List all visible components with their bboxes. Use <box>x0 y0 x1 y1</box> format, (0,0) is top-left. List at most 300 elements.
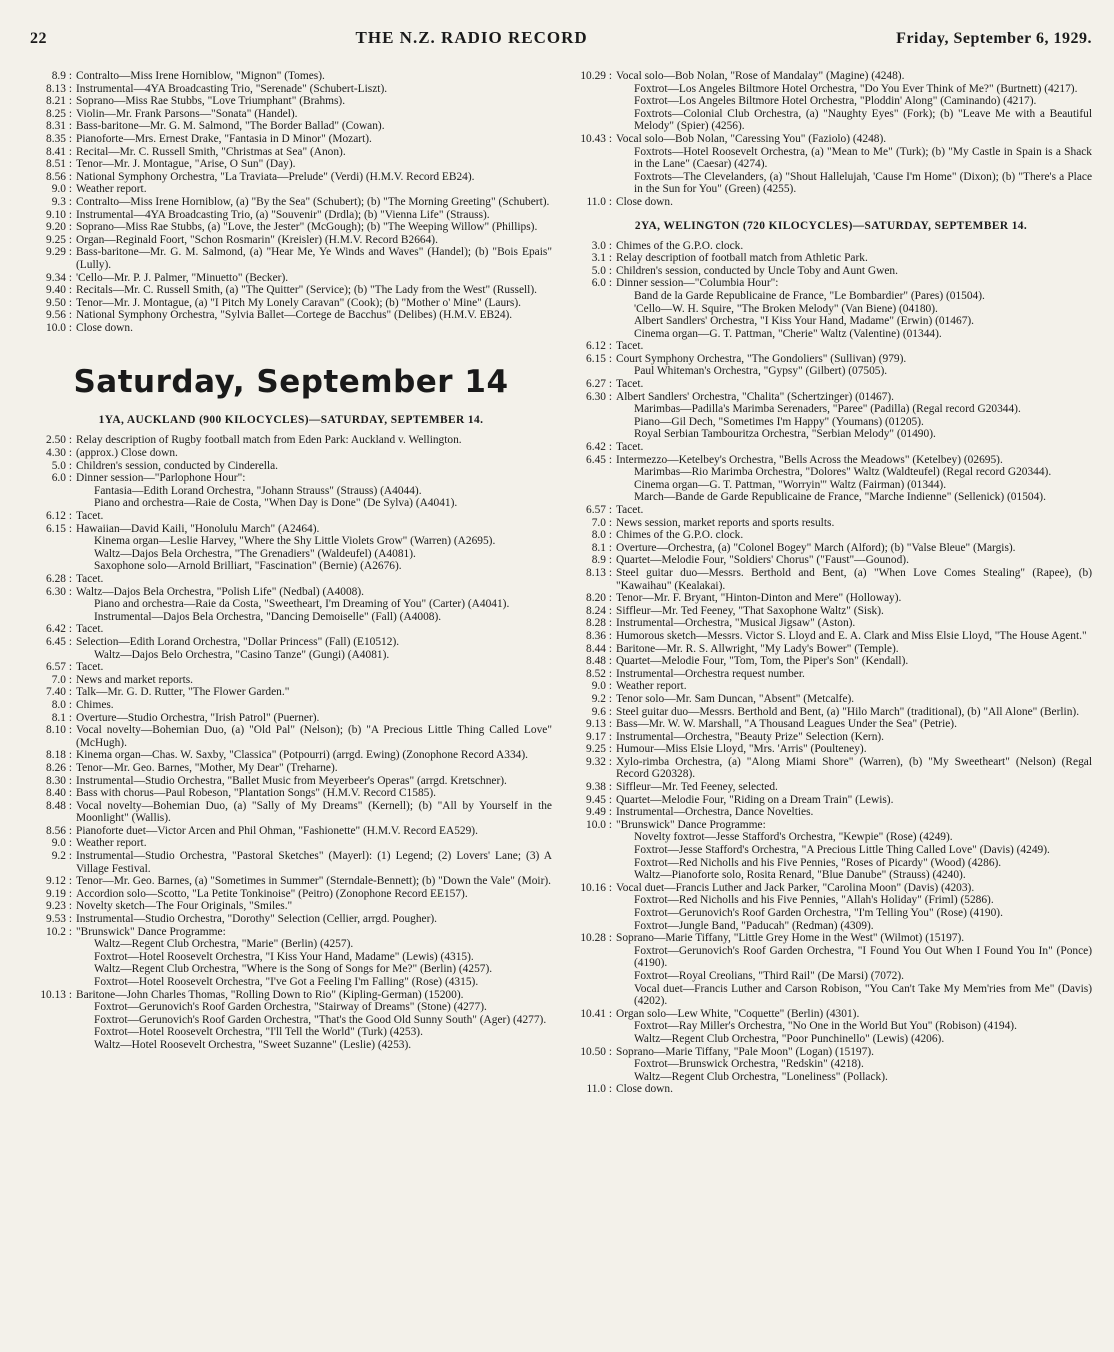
programme-entry <box>570 542 1092 555</box>
wellington-heading: 2YA, WELINGTON (720 KILOCYCLES)—SATURDAY, SEPTEMBER 14. <box>634 219 1028 232</box>
programme-entry <box>30 787 552 800</box>
entry-text <box>616 932 1092 1008</box>
programme-entry <box>30 850 552 875</box>
entry-text <box>76 460 552 473</box>
entry-time: 6.12 : <box>46 510 72 523</box>
entry-time: 6.28 : <box>46 573 72 585</box>
entry-time: 3.1 : <box>591 252 612 265</box>
entry-line: Vocal solo—Bob Nolan, "Caressing You" (Faziolo) (4248). <box>616 132 887 145</box>
entry-text <box>76 209 552 222</box>
entry-text <box>76 120 552 133</box>
entry-text <box>76 434 552 447</box>
day-banner: Saturday, September 14 <box>73 364 509 401</box>
programme-entry <box>570 240 1092 253</box>
entry-line: Foxtrots—Colonial Club Orchestra, (a) "Naughty Eyes" (Fork); (b) "Leave Me with a Beautiful Melody" (Spier) (4256). <box>634 107 1092 133</box>
entry-line: Chimes of the G.P.O. clock. <box>616 239 744 252</box>
entry-time: 10.0 : <box>586 818 612 831</box>
entry-line: Novelty sketch—The Four Originals, "Smiles." <box>76 900 293 913</box>
programme-entry <box>30 472 552 510</box>
entry-text <box>76 297 552 310</box>
entry-line: Tacet. <box>76 661 104 674</box>
programme-entry <box>30 586 552 624</box>
entry-time: 7.40 : <box>46 686 72 699</box>
entry-line: Bass—Mr. W. W. Marshall, "A Thousand Leagues Under the Sea" (Petrie). <box>616 718 957 731</box>
programme-entry <box>570 1083 1092 1096</box>
entry-line: Chimes. <box>76 698 114 711</box>
programme-entry <box>570 756 1092 781</box>
entry-time: 5.0 : <box>591 264 612 277</box>
entry-time: 9.50 : <box>46 296 72 309</box>
entry-time: 6.15 : <box>46 522 72 535</box>
entry-line: Pianoforte—Mrs. Ernest Drake, "Fantasia in D Minor" (Mozart). <box>76 132 372 145</box>
entry-text <box>616 252 1092 265</box>
entry-line: Quartet—Melodie Four, "Tom, Tom, the Piper's Son" (Kendall). <box>616 655 909 668</box>
entry-text <box>616 731 1092 744</box>
entry-text <box>76 309 552 322</box>
entry-line: Foxtrot—Hotel Roosevelt Orchestra, "I'll Tell the World" (Turk) (4253). <box>94 1026 423 1039</box>
programme-entry <box>570 680 1092 693</box>
entry-time: 6.30 : <box>46 585 72 598</box>
entry-text <box>76 171 552 184</box>
entry-text <box>76 272 552 285</box>
entry-text <box>76 900 552 913</box>
entry-text <box>76 447 552 460</box>
entry-line: Waltz—Regent Club Orchestra, "Loneliness" (Pollack). <box>634 1070 888 1083</box>
programme-entry <box>570 567 1092 592</box>
entry-time: 6.42 : <box>46 623 72 636</box>
programme-entry <box>30 712 552 725</box>
programme-entry <box>30 775 552 788</box>
entry-text <box>76 674 552 687</box>
programme-entry <box>570 70 1092 133</box>
entry-line: Children's session, conducted by Uncle Toby and Aunt Gwen. <box>616 264 898 277</box>
entry-text <box>76 888 552 901</box>
entry-line: Tenor—Mr. Geo. Barnes, "Mother, My Dear" (Treharne). <box>76 761 338 774</box>
entry-line: Recitals—Mr. C. Russell Smith, (a) "The Quitter" (Service); (b) "The Lady from the West" (Russell). <box>76 284 537 297</box>
programme-entry <box>30 183 552 196</box>
entry-time: 5.0 : <box>51 459 72 472</box>
entry-line: Tacet. <box>76 510 104 523</box>
programme-entry <box>570 554 1092 567</box>
entry-time: 8.25 : <box>46 107 72 120</box>
programme-entry <box>570 1046 1092 1084</box>
programme-entry <box>570 743 1092 756</box>
entry-line: Tacet. <box>616 340 644 353</box>
entry-text <box>76 573 552 586</box>
entry-text <box>76 661 552 674</box>
entry-time: 9.53 : <box>46 913 72 926</box>
programme-entry <box>30 724 552 749</box>
entry-time: 8.21 : <box>46 95 72 108</box>
entry-time: 8.28 : <box>586 617 612 630</box>
entry-time: 6.0 : <box>51 472 72 485</box>
programme-entry <box>30 83 552 96</box>
entry-text <box>616 542 1092 555</box>
columns <box>30 70 1092 1096</box>
programme-entry <box>30 900 552 913</box>
entry-text <box>616 391 1092 441</box>
entry-time: 8.9 : <box>591 554 612 567</box>
entry-text <box>616 794 1092 807</box>
entry-time: 8.48 : <box>46 799 72 812</box>
entry-line: Baritone—Mr. R. S. Allwright, "My Lady's Bower" (Temple). <box>616 642 899 655</box>
entry-time: 8.13 : <box>586 566 612 579</box>
programme-entry <box>570 932 1092 1008</box>
entry-text <box>76 510 552 523</box>
entry-time: 9.29 : <box>46 246 72 259</box>
entry-line: Marimbas—Padilla's Marimba Serenaders, "Paree" (Padilla) (Regal record G20344). <box>634 403 1021 416</box>
entry-time: 8.41 : <box>46 145 72 158</box>
entry-time: 9.0 : <box>51 183 72 196</box>
entry-line: Humorous sketch—Messrs. Victor S. Lloyd and E. A. Clark and Miss Elsie Lloyd, "The House Agent." <box>616 629 1087 642</box>
entry-text <box>616 592 1092 605</box>
entry-line: Siffleur—Mr. Ted Feeney, selected. <box>616 781 778 794</box>
entry-text <box>616 718 1092 731</box>
entry-text <box>76 875 552 888</box>
entry-text <box>76 800 552 825</box>
entry-line: Foxtrot—Ray Miller's Orchestra, "No One in the World But You" (Robison) (4194). <box>634 1020 1017 1033</box>
entry-time: 9.17 : <box>586 730 612 743</box>
entry-time: 9.3 : <box>51 195 72 208</box>
entry-line: Bass-baritone—Mr. G. M. Salmond, "The Border Ballad" (Cowan). <box>76 120 385 133</box>
entry-line: Bass with chorus—Paul Robeson, "Plantation Songs" (H.M.V. Record C1585). <box>76 787 436 800</box>
entry-text <box>616 567 1092 592</box>
entry-text <box>616 277 1092 340</box>
page-number: 22 <box>30 30 47 47</box>
entry-line: Court Symphony Orchestra, "The Gondoliers" (Sullivan) (979). <box>616 352 907 365</box>
entry-text <box>616 1008 1092 1046</box>
entry-text <box>76 146 552 159</box>
entry-line: Talk—Mr. G. D. Rutter, "The Flower Garden." <box>76 686 290 699</box>
programme-entry <box>30 322 552 335</box>
entry-line: Close down. <box>616 195 673 208</box>
programme-entry <box>570 781 1092 794</box>
entry-time: 8.20 : <box>586 592 612 605</box>
entry-text <box>616 454 1092 504</box>
programme-entry <box>570 706 1092 719</box>
entry-text <box>616 630 1092 643</box>
entry-text <box>616 504 1092 517</box>
programme-entry <box>30 989 552 1052</box>
entry-text <box>616 517 1092 530</box>
entry-time: 6.15 : <box>586 352 612 365</box>
programme-entry <box>570 252 1092 265</box>
entry-line: Albert Sandlers' Orchestra, "I Kiss Your Hand, Madame" (Erwin) (01467). <box>634 315 975 328</box>
programme-entry <box>30 272 552 285</box>
entry-time: 9.19 : <box>46 887 72 900</box>
entry-time: 8.56 : <box>46 170 72 183</box>
entry-time: 9.0 : <box>591 680 612 693</box>
entry-line: Albert Sandlers' Orchestra, "Chalita" (Schertzinger) (01467). <box>616 390 894 403</box>
entry-text <box>76 825 552 838</box>
wellington-programme <box>570 240 1092 1096</box>
left-column <box>30 70 552 1096</box>
entry-line: Contralto—Miss Irene Horniblow, "Mignon" (Tomes). <box>76 70 325 82</box>
entry-time: 9.23 : <box>46 900 72 913</box>
auckland-programme <box>30 434 552 1051</box>
entry-line: Foxtrot—Gerunovich's Roof Garden Orchestra, "I Found You Out When I Found You In" (Ponce) (4190). <box>634 944 1092 970</box>
entry-text <box>76 724 552 749</box>
entry-line: Tenor—Mr. J. Montague, "Arise, O Sun" (Day). <box>76 158 296 171</box>
entry-time: 9.0 : <box>51 837 72 850</box>
programme-entry <box>30 800 552 825</box>
entry-line: Waltz—Pianoforte solo, Rosita Renard, "Blue Danube" (Strauss) (4240). <box>634 869 966 882</box>
entry-line: Piano—Gil Dech, "Sometimes I'm Happy" (Youmans) (01205). <box>634 415 924 428</box>
programme-entry <box>570 504 1092 517</box>
entry-line: Tacet. <box>616 441 644 454</box>
entry-time: 8.10 : <box>46 724 72 737</box>
entry-time: 8.56 : <box>46 824 72 837</box>
entry-text <box>76 926 552 989</box>
programme-entry <box>570 196 1092 209</box>
entry-time: 9.12 : <box>46 875 72 888</box>
entry-text <box>76 234 552 247</box>
entry-text <box>76 284 552 297</box>
entry-text <box>616 529 1092 542</box>
entry-text <box>616 756 1092 781</box>
entry-line: Accordion solo—Scotto, "La Petite Tonkinoise" (Peitro) (Zonophone Record EE157). <box>76 887 468 900</box>
entry-line: Recital—Mr. C. Russell Smith, "Christmas at Sea" (Anon). <box>76 145 346 158</box>
programme-entry <box>30 95 552 108</box>
entry-line: Steel guitar duo—Messrs. Berthold and Bent, (a) "When Love Comes Stealing" (Rapee), (b) "Kawaihau" (Kealakai). <box>616 566 1092 592</box>
programme-entry <box>30 661 552 674</box>
entry-line: Bass-baritone—Mr. G. M. Salmond, (a) "Hear Me, Ye Winds and Waves" (Handel); (b) "Bois Epais" (Lully). <box>76 246 552 271</box>
programme-entry <box>570 340 1092 353</box>
entry-time: 9.10 : <box>46 208 72 221</box>
entry-time: 8.52 : <box>586 667 612 680</box>
programme-entry <box>30 146 552 159</box>
entry-time: 9.2 : <box>591 692 612 705</box>
entry-text <box>616 240 1092 253</box>
entry-text <box>616 743 1092 756</box>
entry-line: Foxtrot—Los Angeles Biltmore Hotel Orchestra, "Do You Ever Think of Me?" (Burtnett) (4217). <box>634 82 1078 95</box>
entry-text <box>616 554 1092 567</box>
entry-line: Steel guitar duo—Messrs. Berthold and Bent, (a) "Hilo March" (traditional), (b) "All Alone" (Berlin). <box>616 705 1080 718</box>
entry-line: Vocal novelty—Bohemian Duo, (a) "Old Pal" (Nelson); (b) "A Precious Little Thing Called Love" (McHugh). <box>76 724 552 749</box>
entry-text <box>616 265 1092 278</box>
entry-line: Weather report. <box>616 680 687 693</box>
programme-entry <box>30 875 552 888</box>
entry-time: 2.50 : <box>46 434 72 447</box>
programme-entry <box>30 686 552 699</box>
entry-time: 8.24 : <box>586 604 612 617</box>
entry-line: Soprano—Miss Rae Stubbs, (a) "Love, the Jester" (McGough); (b) "The Weeping Willow" (Phillips). <box>76 221 538 234</box>
entry-line: Quartet—Melodie Four, "Riding on a Dream Train" (Lewis). <box>616 793 894 806</box>
programme-entry <box>30 108 552 121</box>
entry-line: Tenor solo—Mr. Sam Duncan, "Absent" (Metcalfe). <box>616 692 855 705</box>
entry-text <box>76 762 552 775</box>
entry-time: 8.1 : <box>51 711 72 724</box>
entry-line: Instrumental—Studio Orchestra, "Pastoral Sketches" (Mayerl): (1) Legend; (2) Lovers' Lane; (3) A Village Festival. <box>76 850 552 875</box>
entry-time: 8.48 : <box>586 655 612 668</box>
programme-entry <box>30 762 552 775</box>
entry-time: 10.50 : <box>580 1045 612 1058</box>
programme-entry <box>570 592 1092 605</box>
entry-line: Foxtrot—Hotel Roosevelt Orchestra, "I've Got a Feeling I'm Falling" (Rose) (4315). <box>94 976 479 988</box>
entry-text <box>616 706 1092 719</box>
entry-text <box>76 787 552 800</box>
entry-time: 9.56 : <box>46 309 72 322</box>
entry-time: 6.0 : <box>591 277 612 290</box>
entry-time: 6.27 : <box>586 378 612 391</box>
publication-title: THE N.Z. RADIO RECORD <box>355 28 588 47</box>
entry-line: Saxophone solo—Arnold Brilliart, "Fascination" (Bernie) (A2676). <box>94 560 402 573</box>
programme-entry <box>30 699 552 712</box>
entry-line: Soprano—Marie Tiffany, "Pale Moon" (Logan) (15197). <box>616 1045 874 1058</box>
issue-date: Friday, September 6, 1929. <box>896 30 1092 47</box>
entry-line: Instrumental—4YA Broadcasting Trio, "Serenade" (Schubert-Liszt). <box>76 82 388 95</box>
entry-line: Tacet. <box>76 573 104 585</box>
entry-line: Instrumental—Studio Orchestra, "Ballet Music from Meyerbeer's Operas" (arrgd. Kretschner). <box>76 774 507 787</box>
entry-line: Hawaiian—David Kaili, "Honolulu March" (A2464). <box>76 522 320 535</box>
entry-line: Tenor—Mr. Geo. Barnes, (a) "Sometimes in Summer" (Sterndale-Bennett); (b) "Down the Vale" (Moir). <box>76 875 552 888</box>
entry-line: Organ—Reginald Foort, "Schon Rosmarin" (Kreisler) (H.M.V. Record B2664). <box>76 233 438 246</box>
entry-time: 10.16 : <box>580 881 612 894</box>
programme-entry <box>30 196 552 209</box>
entry-text <box>616 819 1092 882</box>
programme-entry <box>570 277 1092 340</box>
entry-line: Tenor—Mr. F. Bryant, "Hinton-Dinton and Mere" (Holloway). <box>616 592 902 605</box>
entry-line: Dinner session—"Columbia Hour": <box>616 277 779 290</box>
entry-line: Band de la Garde Republicaine de France, "Le Bombardier" (Pares) (01504). <box>634 289 985 302</box>
entry-line: Baritone—John Charles Thomas, "Rolling Down to Rio" (Kipling-German) (15200). <box>76 988 464 1001</box>
entry-text <box>616 1083 1092 1096</box>
entry-line: Royal Serbian Tambouritza Orchestra, "Serbian Melody" (01490). <box>634 428 936 441</box>
entry-text <box>616 781 1092 794</box>
entry-text <box>76 913 552 926</box>
entry-line: Vocal duet—Francis Luther and Jack Parker, "Carolina Moon" (Davis) (4203). <box>616 881 975 894</box>
entry-line: Overture—Orchestra, (a) "Colonel Bogey" March (Alford); (b) "Valse Bleue" (Margis). <box>616 541 1016 554</box>
entry-line: Fantasia—Edith Lorand Orchestra, "Johann Strauss" (Strauss) (A4044). <box>94 484 422 497</box>
auckland-programme-continued <box>570 70 1092 209</box>
entry-time: 11.0 : <box>586 195 612 208</box>
programme-entry <box>30 523 552 573</box>
programme-entry <box>30 284 552 297</box>
programme-entry <box>570 133 1092 196</box>
entry-text <box>616 196 1092 209</box>
entry-text <box>616 1046 1092 1084</box>
entry-time: 6.45 : <box>46 635 72 648</box>
entry-text <box>616 605 1092 618</box>
entry-time: 8.51 : <box>46 158 72 171</box>
entry-time: 8.30 : <box>46 774 72 787</box>
entry-line: Weather report. <box>76 183 147 196</box>
entry-time: 6.57 : <box>586 504 612 516</box>
entry-line: Selection—Edith Lorand Orchestra, "Dollar Princess" (Fall) (E10512). <box>76 635 400 648</box>
auckland-heading: 1YA, AUCKLAND (900 KILOCYCLES)—SATURDAY, SEPTEMBER 14. <box>98 414 484 427</box>
entry-line: Vocal duet—Francis Luther and Carson Robison, "You Can't Take My Mem'ries from Me" (Davis) (4202). <box>634 982 1092 1008</box>
programme-entry <box>570 353 1092 378</box>
entry-text <box>76 636 552 661</box>
entry-time: 10.28 : <box>580 932 612 945</box>
entry-time: 11.0 : <box>586 1083 612 1096</box>
entry-time: 8.1 : <box>591 541 612 554</box>
programme-entry <box>570 630 1092 643</box>
entry-line: Tenor—Mr. J. Montague, (a) "I Pitch My Lonely Caravan" (Cook); (b) "Mother o' Mine" (Laurs). <box>76 296 522 309</box>
entry-line: Novelty foxtrot—Jesse Stafford's Orchestra, "Kewpie" (Rose) (4249). <box>634 831 953 844</box>
entry-line: "Brunswick" Dance Programme: <box>616 818 766 831</box>
programme-entry <box>570 731 1092 744</box>
entry-line: Vocal solo—Bob Nolan, "Rose of Mandalay" (Magine) (4248). <box>616 70 905 82</box>
entry-text <box>76 196 552 209</box>
programme-entry <box>30 171 552 184</box>
entry-line: Foxtrot—Red Nicholls and his Five Pennies, "Allah's Holiday" (Friml) (5286). <box>634 894 994 907</box>
entry-text <box>76 623 552 636</box>
entry-line: Tacet. <box>616 504 644 516</box>
entry-line: Pianoforte duet—Victor Arcen and Phil Ohman, "Fashionette" (H.M.V. Record EA529). <box>76 824 478 837</box>
programme-entry <box>570 819 1092 882</box>
entry-text <box>616 806 1092 819</box>
entry-text <box>616 378 1092 391</box>
entry-time: 7.0 : <box>51 673 72 686</box>
entry-line: National Symphony Orchestra, "La Traviata—Prelude" (Verdi) (H.M.V. Record EB24). <box>76 170 475 183</box>
entry-text <box>76 850 552 875</box>
entry-time: 8.35 : <box>46 132 72 145</box>
entry-time: 8.36 : <box>586 629 612 642</box>
programme-entry <box>30 434 552 447</box>
programme-entry <box>30 447 552 460</box>
programme-entry <box>570 265 1092 278</box>
programme-entry <box>570 391 1092 441</box>
entry-line: Foxtrot—Red Nicholls and his Five Pennies, "Roses of Picardy" (Wood) (4286). <box>634 856 1002 869</box>
entry-text <box>76 183 552 196</box>
dunedin-programme-continued <box>30 70 552 334</box>
programme-entry <box>30 234 552 247</box>
programme-entry <box>570 617 1092 630</box>
entry-line: Close down. <box>76 321 133 334</box>
entry-line: March—Bande de Garde Republicaine de France, "Marche Indienne" (Sellenick) (01504). <box>634 491 1046 504</box>
entry-text <box>616 617 1092 630</box>
entry-line: Waltz—Regent Club Orchestra, "Marie" (Berlin) (4257). <box>94 938 354 951</box>
programme-entry <box>570 517 1092 530</box>
entry-time: 4.30 : <box>46 447 72 460</box>
entry-text <box>76 221 552 234</box>
entry-line: Relay description of football match from Athletic Park. <box>616 252 868 265</box>
entry-text <box>76 472 552 510</box>
entry-time: 9.38 : <box>586 781 612 794</box>
entry-time: 9.25 : <box>46 233 72 246</box>
entry-text <box>76 523 552 573</box>
entry-line: Waltz—Dajos Bela Orchestra, "Polish Life" (Nedbal) (A4008). <box>76 585 365 598</box>
programme-entry <box>30 926 552 989</box>
entry-time: 9.20 : <box>46 221 72 234</box>
entry-time: 8.26 : <box>46 761 72 774</box>
entry-line: 'Cello—W. H. Squire, "The Broken Melody" (Van Biene) (04180). <box>634 302 938 315</box>
entry-text <box>76 686 552 699</box>
entry-time: 9.45 : <box>586 793 612 806</box>
entry-line: Soprano—Miss Rae Stubbs, "Love Triumphant" (Brahms). <box>76 95 346 108</box>
entry-time: 9.25 : <box>586 743 612 756</box>
entry-line: Chimes of the G.P.O. clock. <box>616 529 744 542</box>
entry-line: Waltz—Regent Club Orchestra, "Where is the Song of Songs for Me?" (Berlin) (4257). <box>94 963 493 976</box>
entry-line: Vocal novelty—Bohemian Duo, (a) "Sally of My Dreams" (Kernell); (b) "All by Yourself in the Moonlight" (Wallis). <box>76 799 552 825</box>
entry-text <box>76 95 552 108</box>
entry-time: 6.30 : <box>586 390 612 403</box>
entry-line: Kinema organ—Chas. W. Saxby, "Classica" (Potpourri) (arrgd. Ewing) (Zonophone Record A334). <box>76 749 528 762</box>
entry-line: Paul Whiteman's Orchestra, "Gypsy" (Gilbert) (07505). <box>634 365 888 378</box>
programme-entry <box>570 378 1092 391</box>
entry-line: Foxtrot—Los Angeles Biltmore Hotel Orchestra, "Ploddin' Along" (Caminando) (4217). <box>634 95 1037 108</box>
entry-time: 9.49 : <box>586 806 612 819</box>
entry-line: Violin—Mr. Frank Parsons—"Sonata" (Handel). <box>76 107 298 120</box>
entry-line: Piano and orchestra—Raie da Costa, "Sweetheart, I'm Dreaming of You" (Carter) (A4041). <box>94 598 510 611</box>
programme-entry <box>30 158 552 171</box>
entry-text <box>616 655 1092 668</box>
entry-time: 9.34 : <box>46 271 72 284</box>
entry-time: 8.0 : <box>51 698 72 711</box>
entry-time: 8.18 : <box>46 749 72 762</box>
entry-line: Foxtrot—Hotel Roosevelt Orchestra, "I Kiss Your Hand, Madame" (Lewis) (4315). <box>94 950 474 963</box>
